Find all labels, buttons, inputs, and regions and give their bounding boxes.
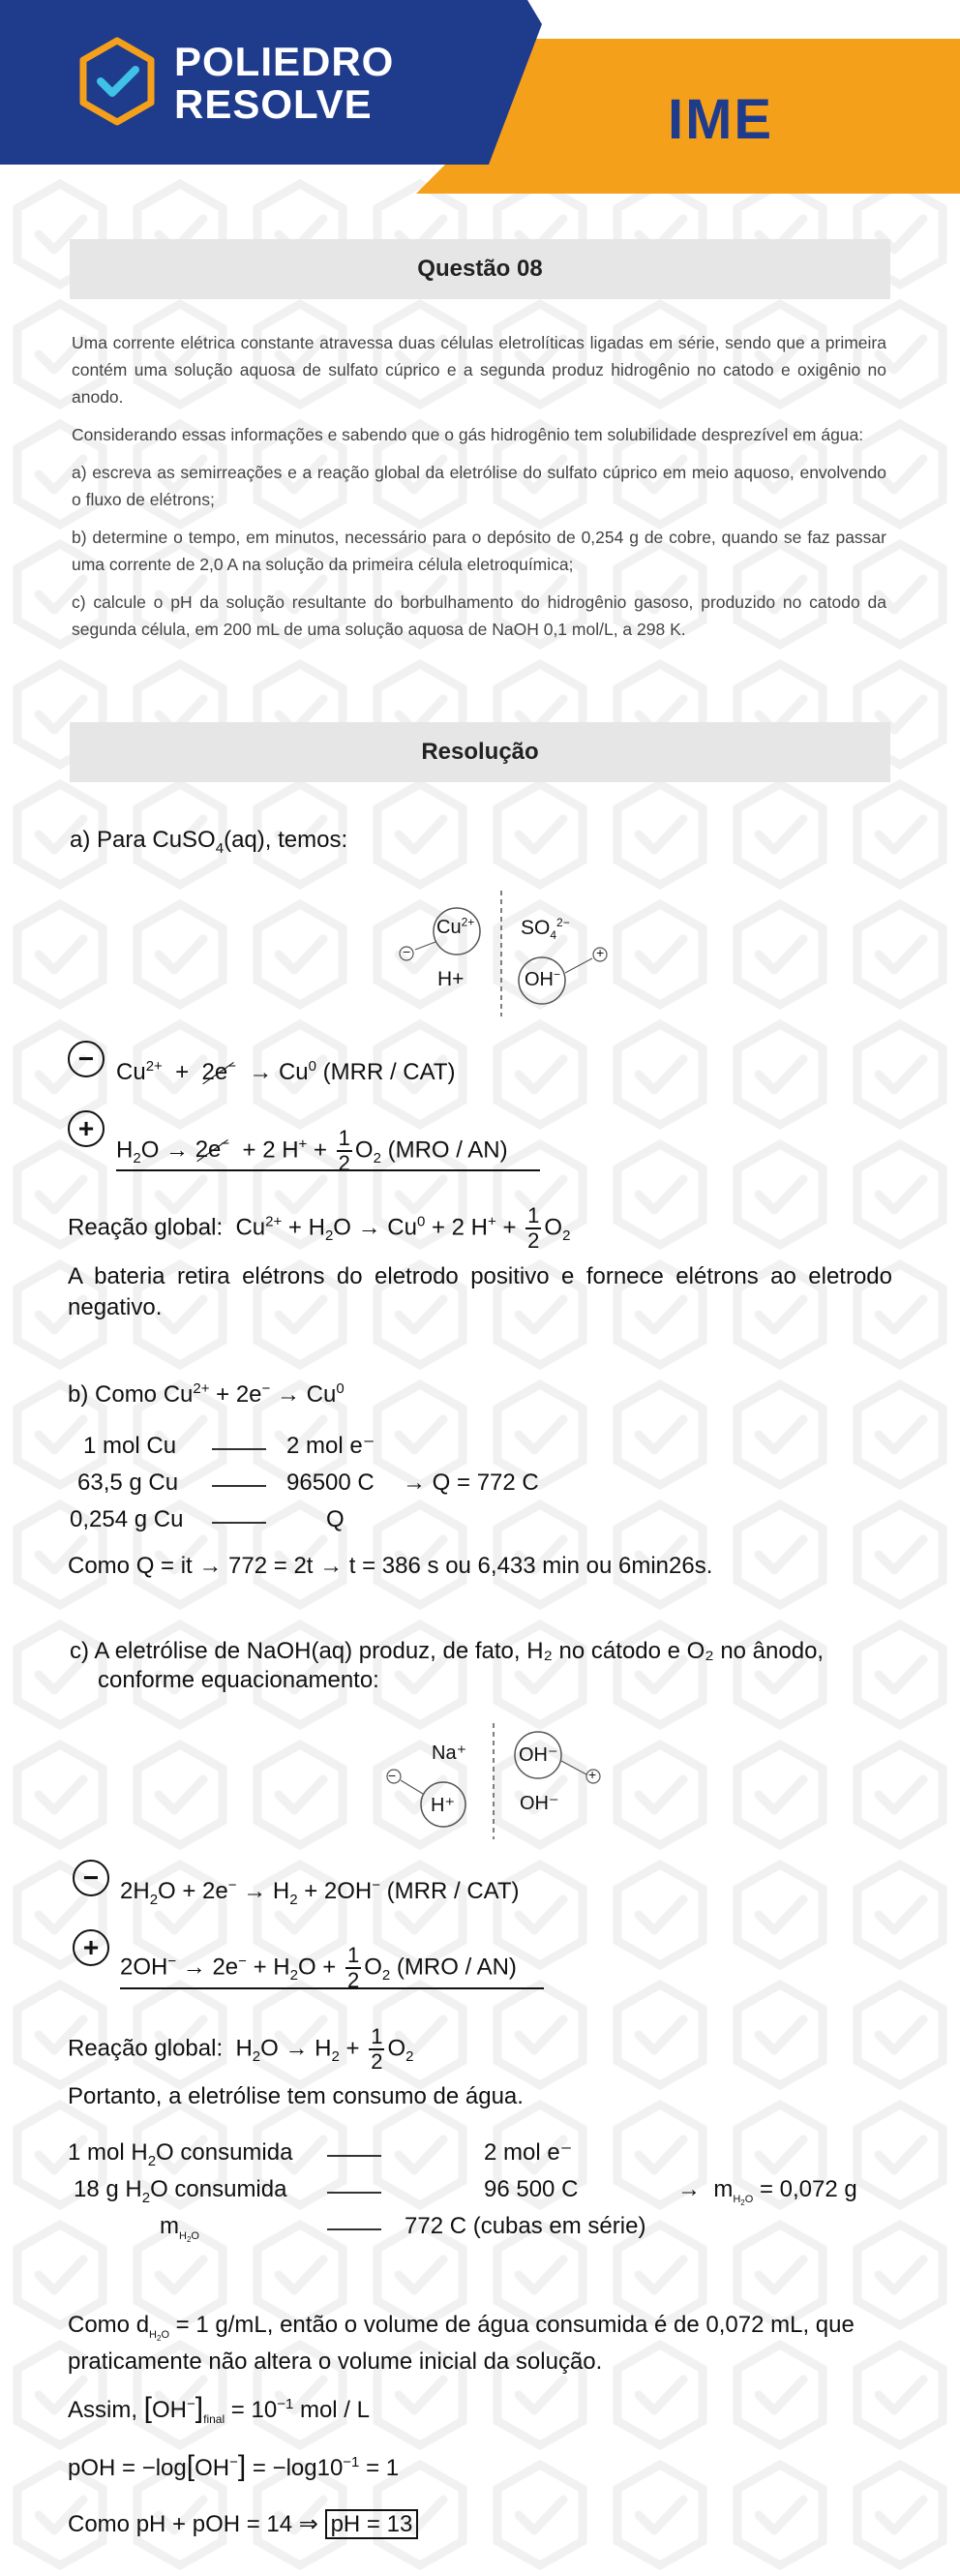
poliedro-check-icon	[77, 37, 157, 126]
ph-conclusion	[68, 2509, 418, 2540]
plus-sign: +	[596, 945, 605, 960]
density-line-2: praticamente não altera o volume inicial da solução.	[68, 2349, 603, 2375]
proportion-dash	[212, 1485, 266, 1487]
charge: 2−	[556, 916, 570, 929]
mass-result: → $m_{H_2O} = 0,072$ g	[677, 2176, 857, 2207]
charge-result: → Q = 772 C	[403, 1470, 539, 1496]
plus-circle-icon: +	[68, 1110, 105, 1147]
part-c-intro-line2: conforme equacionamento:	[98, 1667, 379, 1693]
proportion-left: 0,254 g Cu	[70, 1506, 184, 1532]
part-a-global-reaction: Reação global: $Cu^{2+} + H_2O \to Cu^0 + 2$ H+ + $\frac{1}{2}$ $O_2$	[68, 1203, 571, 1253]
resolution-title-bar	[70, 722, 890, 782]
part-c-anode-equation: $2OH^- \to 2e^- + H_2O$ + $\frac{1}{2}$ $O_2$ (MRO / AN)	[120, 1943, 517, 1992]
h-ion-label: H⁺	[431, 1795, 455, 1816]
proportion-right: 2 mol e⁻	[484, 2139, 573, 2166]
proportion-right: 772 C (cubas em série)	[405, 2213, 646, 2239]
statement-item-b: b) determine o tempo, em minutos, necessário para o depósito de 0,254 g de cobre, quando se faz passar uma corrente de 2,0 A na solução da primeira célula eletroquímica;	[72, 528, 886, 574]
label: Reação global:	[68, 1214, 224, 1241]
part-c-global-reaction: Reação global: $H_2O \to H_2$ + $\frac{1}{2}$ $O_2$	[68, 2024, 414, 2074]
part-b-intro: b) Como $Cu^{2+} + 2e^- \to Cu^0$	[68, 1380, 345, 1408]
poh-calculation: pOH = $-\log[OH^-] = -\log 10^{-1} = 1$	[68, 2450, 400, 2482]
cuso4-ions-diagram	[387, 886, 619, 1016]
cathode-symbol	[68, 1041, 105, 1077]
proportion-left: 1 mol $H_2O$ consumida	[68, 2139, 293, 2169]
ph-answer-box: pH = 13	[325, 2509, 419, 2539]
proportion-dash	[212, 1448, 266, 1450]
exam-name: IME	[668, 88, 774, 151]
oh-ion-label	[525, 969, 560, 991]
sum-line	[120, 1987, 544, 1989]
part-a-cathode-equation: $Cu^{2+} + 2e^- \to Cu^0$ (MRR / CAT)	[116, 1058, 456, 1085]
minus-circle-icon: −	[73, 1860, 109, 1896]
text: (aq), temos:	[224, 827, 348, 853]
statement-item-a: a) escreva as semirreações e a reação global da eletrólise do sulfato cúprico em meio aquoso, envolvendo o fluxo de elétrons;	[72, 463, 886, 509]
proportion-right: 96500 C	[286, 1470, 375, 1496]
sum-line	[116, 1169, 540, 1171]
resolution-title: Resolução	[421, 739, 539, 765]
oh-ion-label: OH⁻	[519, 1744, 558, 1766]
proportion-left: 18 g $H_2O$ consumida	[74, 2176, 287, 2206]
charge: 2+	[461, 915, 475, 929]
statement-paragraph: Considerando essas informações e sabendo que o gás hidrogênio tem solubilidade desprezível em água:	[72, 425, 864, 444]
oh-ion-label: OH⁻	[520, 1793, 559, 1814]
proportion-left: 63,5 g Cu	[77, 1470, 179, 1496]
text: m	[160, 2213, 179, 2239]
proportion-right: 96 500 C	[484, 2176, 579, 2202]
oh-concentration: Assim, $[OH^-]_{final} = 10^{-1}$ mol / L	[68, 2392, 370, 2426]
minus-circle-icon: −	[68, 1041, 105, 1077]
text: SO	[521, 917, 551, 939]
label: Reação global:	[68, 2035, 224, 2062]
question-title-bar	[70, 239, 890, 299]
cu-ion-label	[436, 917, 474, 939]
part-a-intro	[70, 825, 347, 856]
so4-ion-label	[521, 916, 570, 943]
minus-sign: −	[403, 944, 411, 959]
proportion-dash	[327, 2228, 381, 2230]
proportion-left: $m_{H_2O}$	[160, 2213, 199, 2244]
subscript: 4	[550, 928, 557, 943]
text: a) Para CuSO	[70, 827, 216, 853]
brand-line-1: POLIEDRO	[174, 39, 395, 84]
statement-item-c: c) calcule o pH da solução resultante do borbulhamento do hidrogênio gasoso, produzido no catodo da segunda célula, em 200 mL de uma solução aquosa de NaOH 0,1 mol/L, a 298 K.	[72, 592, 886, 639]
charge: −	[554, 967, 561, 982]
brand-line-2: RESOLVE	[174, 81, 373, 127]
h-ion-label: H+	[437, 968, 465, 990]
time-conclusion: Como Q = it → 772 = 2t → t = 386 s ou 6,433 min ou 6min26s.	[68, 1553, 713, 1579]
naoh-ions-diagram	[377, 1718, 610, 1844]
density-line-1: Como $d_{H_2O} = 1$ g/mL, então o volume de água consumida é de 0,072 mL, que	[68, 2312, 855, 2343]
plus-circle-icon: +	[73, 1929, 109, 1966]
proportion-right: 2 mol e⁻	[286, 1433, 375, 1459]
statement-paragraph: Uma corrente elétrica constante atravessa duas células eletrolíticas ligadas em série, sendo que a primeira contém uma solução aquosa de sulfato cúprico e a segunda produz hidrogênio no catodo e oxigênio no anodo.	[72, 333, 886, 407]
proportion-dash	[327, 2155, 381, 2157]
proportion-dash	[327, 2192, 381, 2194]
part-c-intro-line1: c) A eletrólise de NaOH(aq) produz, de fato, H₂ no cátodo e O₂ no ânodo,	[70, 1638, 825, 1664]
proportion-right: Q	[326, 1506, 345, 1532]
na-ion-label: Na⁺	[432, 1743, 467, 1764]
value: 0,072 g	[779, 2176, 857, 2202]
text: Como pH + pOH = 14 ⇒	[68, 2511, 318, 2537]
subscript: 4	[215, 839, 225, 857]
anode-symbol	[68, 1110, 105, 1147]
brand-name	[174, 41, 394, 126]
plus-sign: +	[588, 1767, 597, 1782]
text: Cu	[436, 917, 462, 938]
minus-sign: −	[388, 1768, 397, 1783]
part-c-cathode-equation: $2H_2O + 2e^- \to H_2 + 2OH^-$ (MRR / CAT)	[120, 1877, 520, 1908]
battery-text: A bateria retira elétrons do eletrodo positivo e fornece elétrons ao eletrodo negativo.	[68, 1263, 892, 1320]
question-statement	[72, 329, 886, 653]
proportion-dash	[212, 1522, 266, 1524]
water-consumption-text: Portanto, a eletrólise tem consumo de água.	[68, 2083, 524, 2109]
proportion-left: 1 mol Cu	[83, 1433, 177, 1459]
text: OH	[525, 969, 554, 990]
part-a-anode-equation: $H_2O \to 2e^- + 2$ H+ + $\frac{1}{2}$ $O_2$ (MRO / AN)	[116, 1126, 508, 1175]
cathode-symbol	[73, 1860, 109, 1896]
anode-symbol	[73, 1929, 109, 1966]
question-title: Questão 08	[417, 256, 543, 282]
